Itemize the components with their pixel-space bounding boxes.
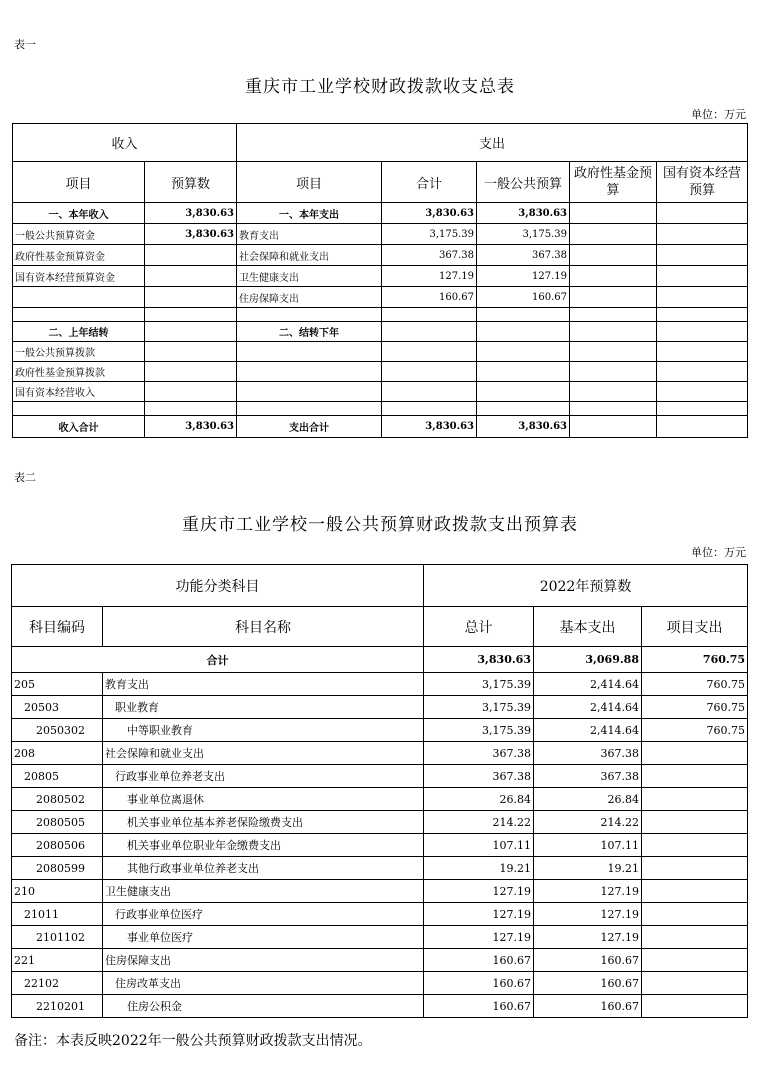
- expense-item: 卫生健康支出: [237, 266, 382, 287]
- basic-cell: 107.11: [534, 834, 642, 857]
- code-cell: 20805: [12, 765, 103, 788]
- name-cell: 事业单位医疗: [103, 926, 424, 949]
- expense-item: 教育支出: [237, 224, 382, 245]
- col-basic: 基本支出: [534, 607, 642, 647]
- header-function-class: 功能分类科目: [12, 565, 424, 607]
- name-cell: 住房保障支出: [103, 949, 424, 972]
- basic-cell: 2,414.64: [534, 673, 642, 696]
- total-basic: 3,069.88: [534, 647, 642, 673]
- expense-state-capital: [657, 342, 748, 362]
- expense-gov-fund: [570, 362, 657, 382]
- expense-state-capital: [657, 416, 748, 438]
- basic-cell: 127.19: [534, 926, 642, 949]
- col-name: 科目名称: [103, 607, 424, 647]
- sum-cell: 367.38: [424, 765, 534, 788]
- table-row: [13, 224, 748, 245]
- expense-general: [477, 362, 570, 382]
- project-cell: [642, 742, 748, 765]
- income-item: 一般公共预算资金: [13, 224, 145, 245]
- code-cell: 2080505: [12, 811, 103, 834]
- header-budget-2022: 2022年预算数: [424, 565, 748, 607]
- expense-state-capital: [657, 322, 748, 342]
- project-cell: [642, 995, 748, 1018]
- table1: [12, 123, 748, 438]
- project-cell: [642, 926, 748, 949]
- table-row: [12, 949, 748, 972]
- name-cell: 事业单位离退休: [103, 788, 424, 811]
- sum-cell: 26.84: [424, 788, 534, 811]
- expense-general: 3,830.63: [477, 416, 570, 438]
- table-row: [13, 203, 748, 224]
- basic-cell: 160.67: [534, 972, 642, 995]
- expense-total: [382, 322, 477, 342]
- expense-item: 一、本年支出: [237, 203, 382, 224]
- expense-total: 127.19: [382, 266, 477, 287]
- expense-gov-fund: [570, 308, 657, 322]
- col-sum: 总计: [424, 607, 534, 647]
- expense-item: 住房保障支出: [237, 287, 382, 308]
- table-row: [12, 811, 748, 834]
- income-budget: [145, 287, 237, 308]
- income-item: 国有资本经营预算资金: [13, 266, 145, 287]
- expense-total: [382, 342, 477, 362]
- total-project: 760.75: [642, 647, 748, 673]
- table-row: [12, 742, 748, 765]
- basic-cell: 367.38: [534, 742, 642, 765]
- expense-total: [382, 402, 477, 416]
- code-cell: 2080599: [12, 857, 103, 880]
- code-cell: 221: [12, 949, 103, 972]
- table-row: [12, 995, 748, 1018]
- income-budget: [145, 402, 237, 416]
- sum-cell: 107.11: [424, 834, 534, 857]
- sum-cell: 127.19: [424, 880, 534, 903]
- project-cell: [642, 857, 748, 880]
- table2-title: 重庆市工业学校一般公共预算财政拨款支出预算表: [182, 515, 578, 535]
- project-cell: [642, 903, 748, 926]
- name-cell: 行政事业单位医疗: [103, 903, 424, 926]
- expense-item: 二、结转下年: [237, 322, 382, 342]
- col-gov-fund: 政府性基金预算: [570, 162, 657, 203]
- name-cell: 中等职业教育: [103, 719, 424, 742]
- code-cell: 210: [12, 880, 103, 903]
- expense-gov-fund: [570, 203, 657, 224]
- sum-cell: 127.19: [424, 903, 534, 926]
- expense-general: [477, 322, 570, 342]
- expense-gov-fund: [570, 342, 657, 362]
- table1-label: 表一: [14, 38, 36, 51]
- table-row: [13, 382, 748, 402]
- expense-total: 160.67: [382, 287, 477, 308]
- basic-cell: 2,414.64: [534, 696, 642, 719]
- basic-cell: 19.21: [534, 857, 642, 880]
- col-general-budget: 一般公共预算: [477, 162, 570, 203]
- income-item: 国有资本经营收入: [13, 382, 145, 402]
- income-item: 收入合计: [13, 416, 145, 438]
- table-row: [13, 402, 748, 416]
- expense-gov-fund: [570, 245, 657, 266]
- expense-item: [237, 382, 382, 402]
- expense-state-capital: [657, 203, 748, 224]
- col-project: 项目支出: [642, 607, 748, 647]
- income-budget: 3,830.63: [145, 416, 237, 438]
- name-cell: 教育支出: [103, 673, 424, 696]
- expense-gov-fund: [570, 266, 657, 287]
- expense-general: 3,175.39: [477, 224, 570, 245]
- table2-note: 备注：本表反映2022年一般公共预算财政拨款支出情况。: [14, 1033, 372, 1049]
- total-label: 合计: [12, 647, 424, 673]
- table2: [11, 564, 748, 1018]
- income-budget: 3,830.63: [145, 203, 237, 224]
- table-row: [12, 972, 748, 995]
- table2-unit: 单位：万元: [691, 546, 746, 559]
- code-cell: 208: [12, 742, 103, 765]
- expense-item: [237, 308, 382, 322]
- col-state-capital: 国有资本经营预算: [657, 162, 748, 203]
- expense-total: 3,830.63: [382, 416, 477, 438]
- name-cell: 卫生健康支出: [103, 880, 424, 903]
- expense-general: 160.67: [477, 287, 570, 308]
- expense-general: 367.38: [477, 245, 570, 266]
- project-cell: [642, 811, 748, 834]
- income-budget: [145, 322, 237, 342]
- table1-unit: 单位：万元: [691, 108, 746, 121]
- total-sum: 3,830.63: [424, 647, 534, 673]
- sum-cell: 160.67: [424, 995, 534, 1018]
- expense-state-capital: [657, 266, 748, 287]
- table-row: [12, 788, 748, 811]
- project-cell: 760.75: [642, 696, 748, 719]
- expense-total: [382, 362, 477, 382]
- expense-state-capital: [657, 402, 748, 416]
- income-item: [13, 308, 145, 322]
- income-item: [13, 287, 145, 308]
- code-cell: 2080506: [12, 834, 103, 857]
- header-income: 收入: [13, 124, 237, 162]
- expense-total: 367.38: [382, 245, 477, 266]
- header-expense: 支出: [237, 124, 748, 162]
- project-cell: [642, 834, 748, 857]
- expense-general: 127.19: [477, 266, 570, 287]
- basic-cell: 160.67: [534, 949, 642, 972]
- expense-state-capital: [657, 308, 748, 322]
- sum-cell: 367.38: [424, 742, 534, 765]
- sum-cell: 3,175.39: [424, 719, 534, 742]
- sum-cell: 3,175.39: [424, 673, 534, 696]
- income-budget: 3,830.63: [145, 224, 237, 245]
- expense-general: [477, 382, 570, 402]
- col-code: 科目编码: [12, 607, 103, 647]
- income-budget: [145, 382, 237, 402]
- project-cell: [642, 972, 748, 995]
- name-cell: 职业教育: [103, 696, 424, 719]
- expense-item: [237, 342, 382, 362]
- expense-state-capital: [657, 362, 748, 382]
- table-row: [12, 857, 748, 880]
- sum-cell: 19.21: [424, 857, 534, 880]
- name-cell: 其他行政事业单位养老支出: [103, 857, 424, 880]
- table-row: [12, 903, 748, 926]
- expense-total: 3,830.63: [382, 203, 477, 224]
- sum-cell: 3,175.39: [424, 696, 534, 719]
- col-item-income: 项目: [13, 162, 145, 203]
- code-cell: 2101102: [12, 926, 103, 949]
- income-item: 一、本年收入: [13, 203, 145, 224]
- code-cell: 20503: [12, 696, 103, 719]
- expense-state-capital: [657, 382, 748, 402]
- expense-total: 3,175.39: [382, 224, 477, 245]
- income-budget: [145, 362, 237, 382]
- expense-general: [477, 402, 570, 416]
- table-row: [13, 342, 748, 362]
- income-item: 一般公共预算拨款: [13, 342, 145, 362]
- expense-state-capital: [657, 287, 748, 308]
- table-row: [13, 266, 748, 287]
- table-row: [12, 765, 748, 788]
- sum-cell: 214.22: [424, 811, 534, 834]
- col-item-expense: 项目: [237, 162, 382, 203]
- total-row: [12, 647, 748, 673]
- basic-cell: 26.84: [534, 788, 642, 811]
- table-row: [12, 926, 748, 949]
- code-cell: 2050302: [12, 719, 103, 742]
- basic-cell: 127.19: [534, 903, 642, 926]
- expense-state-capital: [657, 224, 748, 245]
- project-cell: 760.75: [642, 719, 748, 742]
- table-row: [13, 245, 748, 266]
- expense-gov-fund: [570, 224, 657, 245]
- table-row: [12, 880, 748, 903]
- expense-general: [477, 308, 570, 322]
- basic-cell: 127.19: [534, 880, 642, 903]
- table-row: [13, 416, 748, 438]
- sum-cell: 160.67: [424, 949, 534, 972]
- expense-gov-fund: [570, 382, 657, 402]
- table-row: [13, 287, 748, 308]
- expense-gov-fund: [570, 402, 657, 416]
- basic-cell: 160.67: [534, 995, 642, 1018]
- income-budget: [145, 245, 237, 266]
- expense-total: [382, 308, 477, 322]
- income-item: 二、上年结转: [13, 322, 145, 342]
- expense-gov-fund: [570, 416, 657, 438]
- code-cell: 2080502: [12, 788, 103, 811]
- sum-cell: 127.19: [424, 926, 534, 949]
- code-cell: 21011: [12, 903, 103, 926]
- basic-cell: 367.38: [534, 765, 642, 788]
- table-row: [12, 834, 748, 857]
- name-cell: 住房公积金: [103, 995, 424, 1018]
- expense-gov-fund: [570, 287, 657, 308]
- expense-item: 社会保障和就业支出: [237, 245, 382, 266]
- table-row: [13, 322, 748, 342]
- table2-label: 表二: [14, 471, 36, 484]
- project-cell: [642, 949, 748, 972]
- name-cell: 机关事业单位职业年金缴费支出: [103, 834, 424, 857]
- expense-state-capital: [657, 245, 748, 266]
- table-row: [12, 673, 748, 696]
- name-cell: 机关事业单位基本养老保险缴费支出: [103, 811, 424, 834]
- expense-general: 3,830.63: [477, 203, 570, 224]
- basic-cell: 214.22: [534, 811, 642, 834]
- table-row: [13, 308, 748, 322]
- income-budget: [145, 266, 237, 287]
- expense-item: [237, 362, 382, 382]
- income-budget: [145, 342, 237, 362]
- expense-item: 支出合计: [237, 416, 382, 438]
- col-budget: 预算数: [145, 162, 237, 203]
- expense-gov-fund: [570, 322, 657, 342]
- col-total: 合计: [382, 162, 477, 203]
- project-cell: [642, 788, 748, 811]
- table-row: [12, 696, 748, 719]
- code-cell: 2210201: [12, 995, 103, 1018]
- code-cell: 22102: [12, 972, 103, 995]
- code-cell: 205: [12, 673, 103, 696]
- income-item: [13, 402, 145, 416]
- income-item: 政府性基金预算拨款: [13, 362, 145, 382]
- project-cell: [642, 880, 748, 903]
- basic-cell: 2,414.64: [534, 719, 642, 742]
- expense-general: [477, 342, 570, 362]
- income-budget: [145, 308, 237, 322]
- name-cell: 住房改革支出: [103, 972, 424, 995]
- sum-cell: 160.67: [424, 972, 534, 995]
- income-item: 政府性基金预算资金: [13, 245, 145, 266]
- expense-total: [382, 382, 477, 402]
- table1-title: 重庆市工业学校财政拨款收支总表: [245, 77, 515, 97]
- expense-item: [237, 402, 382, 416]
- name-cell: 行政事业单位养老支出: [103, 765, 424, 788]
- project-cell: 760.75: [642, 673, 748, 696]
- project-cell: [642, 765, 748, 788]
- name-cell: 社会保障和就业支出: [103, 742, 424, 765]
- table-row: [13, 362, 748, 382]
- table-row: [12, 719, 748, 742]
